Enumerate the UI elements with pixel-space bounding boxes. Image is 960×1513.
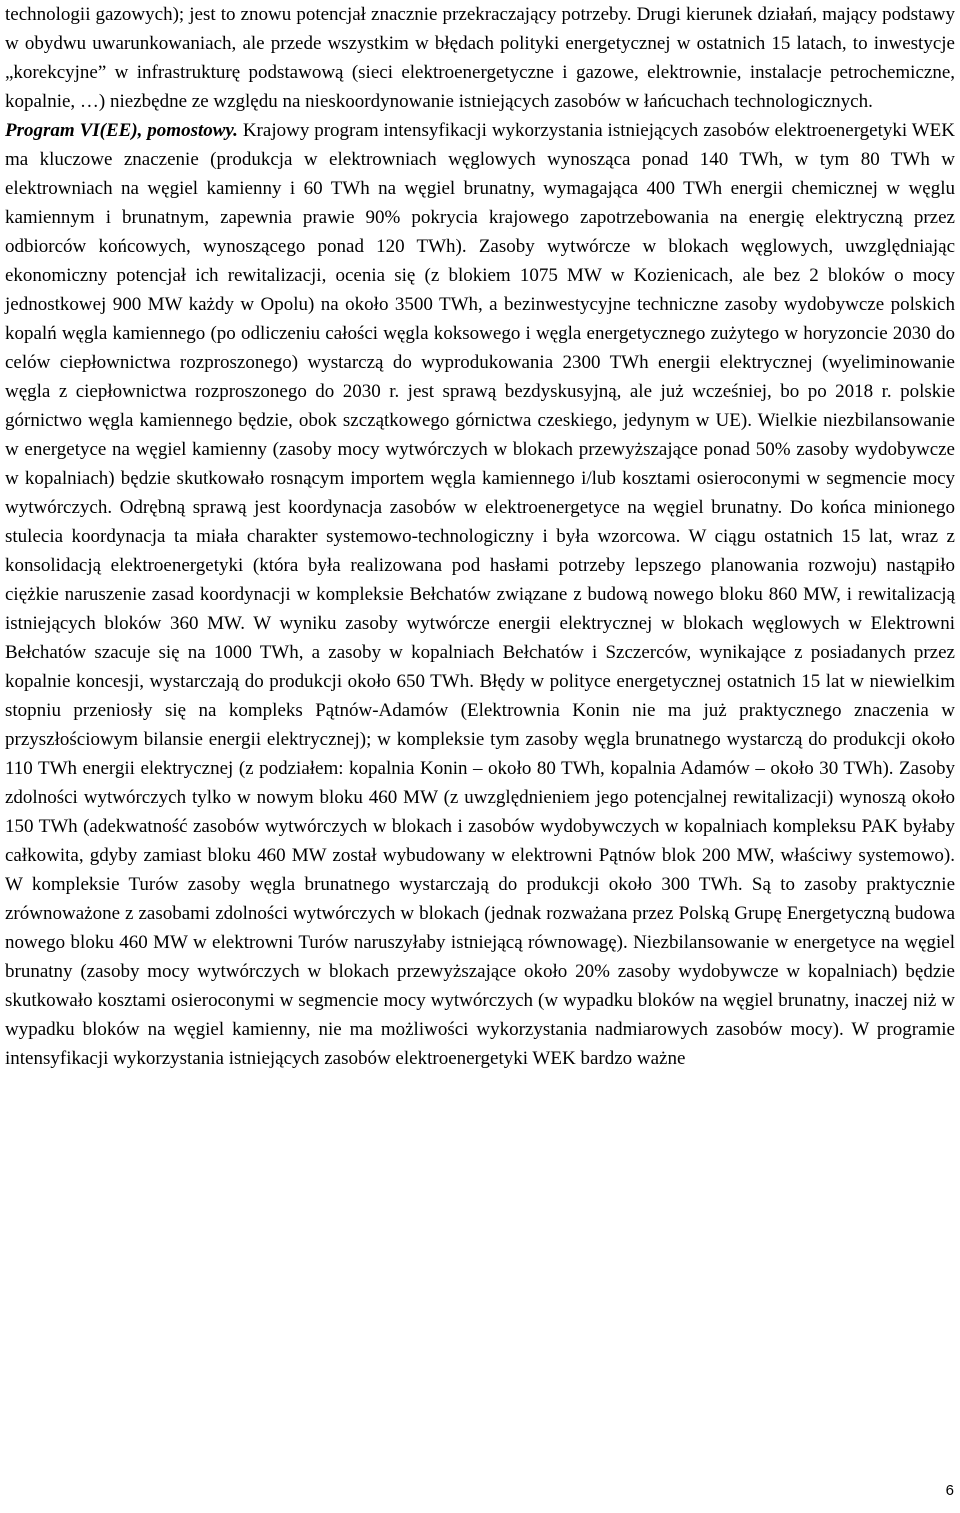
program-heading: Program VI(EE), pomostowy. (5, 120, 238, 141)
paragraph-intro: technologii gazowych); jest to znowu potencjał znacznie przekraczający potrzeby. Drugi kierunek działań, mający podstawy w obydwu uwarunkowaniach, ale przede wszystkim w błędach polityki energetycznej w ostatnich 15 latach, to inwestycje „korekcyjne” w infrastrukturę podstawową (sieci elektroenergetyczne i gazowe, elektrownie, instalacje petrochemiczne, kopalnie, …) niezbędne ze względu na nieskoordynowanie istniejących zasobów w łańcuchach technologicznych. (5, 4, 955, 112)
paragraph-program (5, 116, 955, 1073)
paragraph-program-body: Krajowy program intensyfikacji wykorzystania istniejących zasobów elektroenergetyki WEK ma kluczowe znaczenie (produkcja w elektrowniach węglowych wynosząca ponad 140 TWh, w tym 80 TWh w elektrowniach na węgiel kamienny i 60 TWh na węgiel brunatny, wymagająca 400 TWh energii chemicznej w węglu kamiennym i brunatnym, zapewnia prawie 90% pokrycia krajowego zapotrzebowania na energię elektryczną przez odbiorców końcowych, wynoszącego ponad 120 TWh). Zasoby wytwórcze w blokach węglowych, uwzględniając ekonomiczny potencjał ich rewitalizacji, ocenia się (z blokiem 1075 MW w Kozienicach, ale bez 2 bloków o mocy jednostkowej 900 MW każdy w Opolu) na około 3500 TWh, a bezinwestycyjne techniczne zasoby wydobywcze polskich kopalń węgla kamiennego (po odliczeniu całości węgla koksowego i węgla energetycznego zużytego w horyzoncie 2030 do celów ciepłownictwa rozproszonego) wystarczą do wyprodukowania 2300 TWh energii elektrycznej (wyeliminowanie węgla z ciepłownictwa rozproszonego do 2030 r. jest sprawą bezdyskusyjną, ale już wcześniej, bo po 2018 r. polskie górnictwo węgla kamiennego będzie, obok szczątkowego górnictwa czeskiego, jedynym w UE). Wielkie niezbilansowanie w energetyce na węgiel kamienny (zasoby mocy wytwórczych w blokach przewyższające ponad 50% zasoby wydobywcze w kopalniach) będzie skutkowało rosnącym importem węgla kamiennego i/lub kosztami osieroconymi w segmencie mocy wytwórczych. Odrębną sprawą jest koordynacja zasobów w elektroenergetyce na węgiel brunatny. Do końca minionego stulecia koordynacja ta miała charakter systemowo-technologiczny i była wzorcowa. W ciągu ostatnich 15 lat, wraz z konsolidacją elektroenergetyki (która była realizowana pod hasłami potrzeby lepszego planowania rozwoju) nastąpiło ciężkie naruszenie zasad koordynacji w kompleksie Bełchatów związane z budową nowego bloku 860 MW, i rewitalizacją istniejących bloków 360 MW. W wyniku zasoby wytwórcze energii elektrycznej w blokach węglowych w Elektrowni Bełchatów szacuje się na 1000 TWh, a zasoby w kopalniach Bełchatów i Szczerców, wynikające z posiadanych przez kopalnie koncesji, wystarczają do produkcji około 650 TWh. Błędy w polityce energetycznej ostatnich 15 lat w niewielkim stopniu przeniosły się na kompleks Pątnów-Adamów (Elektrownia Konin nie ma już praktycznego znaczenia w przyszłościowym bilansie energii elektrycznej); w kompleksie tym zasoby węgla brunatnego wystarczą do produkcji około 110 TWh energii elektrycznej (z podziałem: kopalnia Konin – około 80 TWh, kopalnia Adamów – około 30 TWh). Zasoby zdolności wytwórczych tylko w nowym bloku 460 MW (z uwzględnieniem jego potencjalnej rewitalizacji) wynoszą około 150 TWh (adekwatność zasobów wytwórczych w blokach i zasobów wydobywczych w kopalniach kompleksu PAK byłaby całkowita, gdyby zamiast bloku 460 MW został wybudowany w elektrowni Pątnów blok 200 MW, właściwy systemowo). W kompleksie Turów zasoby węgla brunatnego wystarczają do produkcji około 300 TWh. Są to zasoby praktycznie zrównoważone z zasobami zdolności wytwórczych w blokach (jednak rozważana przez Polską Grupę Energetyczną budowa nowego bloku 460 MW w elektrowni Turów naruszyłaby istniejącą równowagę). Niezbilansowanie w energetyce na węgiel brunatny (zasoby mocy wytwórczych w blokach przewyższające około 20% zasoby wydobywcze w kopalniach) będzie skutkowało kosztami osieroconymi w segmencie mocy wytwórczych (w wypadku bloków na węgiel brunatny, inaczej niż w wypadku bloków na węgiel kamienny, nie ma możliwości wykorzystania nadmiarowych zasobów mocy). W programie intensyfikacji wykorzystania istniejących zasobów elektroenergetyki WEK bardzo ważne (5, 120, 956, 1069)
document-page (5, 0, 955, 1073)
page-number: 6 (945, 1482, 954, 1499)
